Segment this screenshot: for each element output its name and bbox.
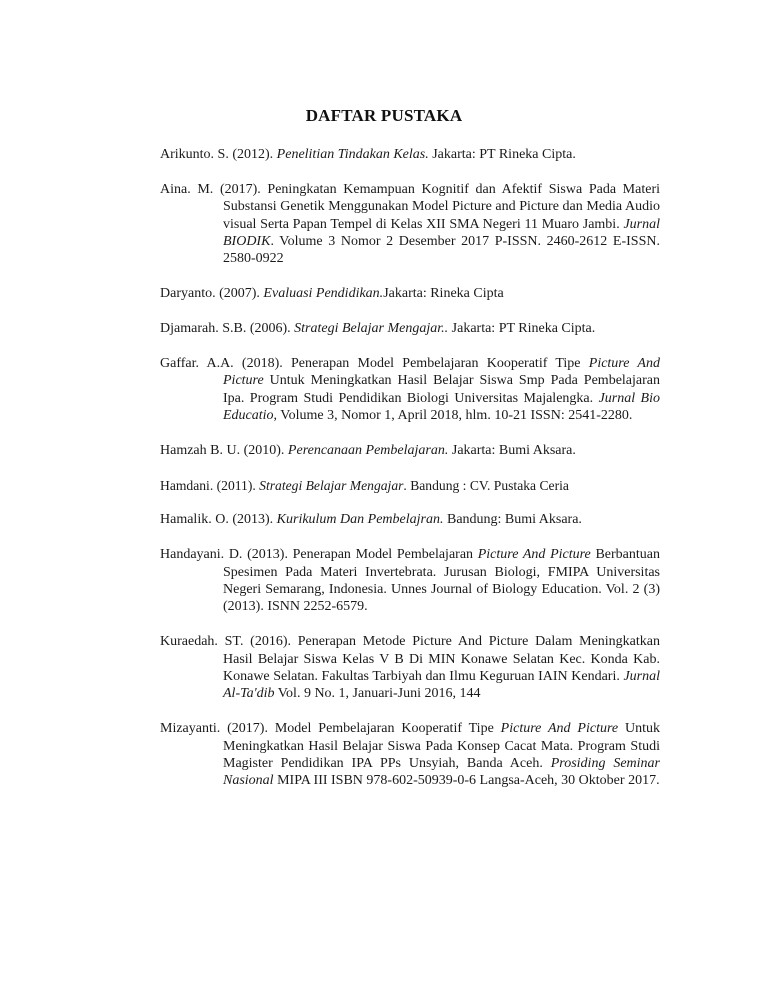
reference-item: Arikunto. S. (2012). Penelitian Tindakan Kelas. Jakarta: PT Rineka Cipta. <box>160 147 576 162</box>
reference-item: Hamdani. (2011). Strategi Belajar Mengajar. Bandung : CV. Pustaka Ceria <box>160 477 569 493</box>
reference-item: Mizayanti. (2017). Model Pembelajaran Kooperatif Tipe Picture And Picture Untuk Meningkatkan Hasil Belajar Siswa Pada Konsep Cacat Mata. Program Studi Magister Pendidikan IPA PPs Unsyiah, Banda Aceh. Prosiding Seminar Nasional MIPA III ISBN 978-602-50939-0-6 Langsa-Aceh, 30 Oktober 2017. <box>160 721 661 789</box>
reference-item: Kuraedah. ST. (2016). Penerapan Metode Picture And Picture Dalam Meningkatkan Hasil Belajar Siswa Kelas V B Di MIN Konawe Selatan Kec. Konda Kab. Konawe Selatan. Fakultas Tarbiyah dan Ilmu Keguruan IAIN Kendari. Jurnal Al-Ta'dib Vol. 9 No. 1, Januari-Juni 2016, 144 <box>160 634 660 702</box>
reference-list <box>160 146 660 807</box>
reference-item: Hamzah B. U. (2010). Perencanaan Pembelajaran. Jakarta: Bumi Aksara. <box>160 442 576 458</box>
reference-item: Djamarah. S.B. (2006). Strategi Belajar Mengajar.. Jakarta: PT Rineka Cipta. <box>160 321 596 337</box>
reference-item: Daryanto. (2007). Evaluasi Pendidikan.Jakarta: Rineka Cipta <box>160 286 504 302</box>
reference-item: Gaffar. A.A. (2018). Penerapan Model Pembelajaran Kooperatif Tipe Picture And Picture Untuk Meningkatkan Hasil Belajar Siswa Smp Pada Pembelajaran Ipa. Program Studi Pendidikan Biologi Universitas Majalengka. Jurnal Bio Educatio, Volume 3, Nomor 1, April 2018, hlm. 10-21 ISSN: 2541-2280. <box>160 355 660 424</box>
reference-item: Hamalik. O. (2013). Kurikulum Dan Pembelajran. Bandung: Bumi Aksara. <box>160 512 582 528</box>
page-title: DAFTAR PUSTAKA <box>305 106 463 125</box>
reference-item: Aina. M. (2017). Peningkatan Kemampuan Kognitif dan Afektif Siswa Pada Materi Substansi Genetik Menggunakan Model Picture and Picture dan Media Audio visual Serta Papan Tempel di Kelas XII SMA Negeri 11 Muaro Jambi. Jurnal BIODIK. Volume 3 Nomor 2 Desember 2017 P-ISSN. 2460-2612 E-ISSN. 2580-0922 <box>160 181 660 267</box>
reference-item: Handayani. D. (2013). Penerapan Model Pembelajaran Picture And Picture Berbantuan Spesimen Pada Materi Invertebrata. Jurusan Biologi, FMIPA Universitas Negeri Semarang, Indonesia. Unnes Journal of Biology Education. Vol. 2 (3) (2013). ISNN 2252-6579. <box>160 547 660 615</box>
